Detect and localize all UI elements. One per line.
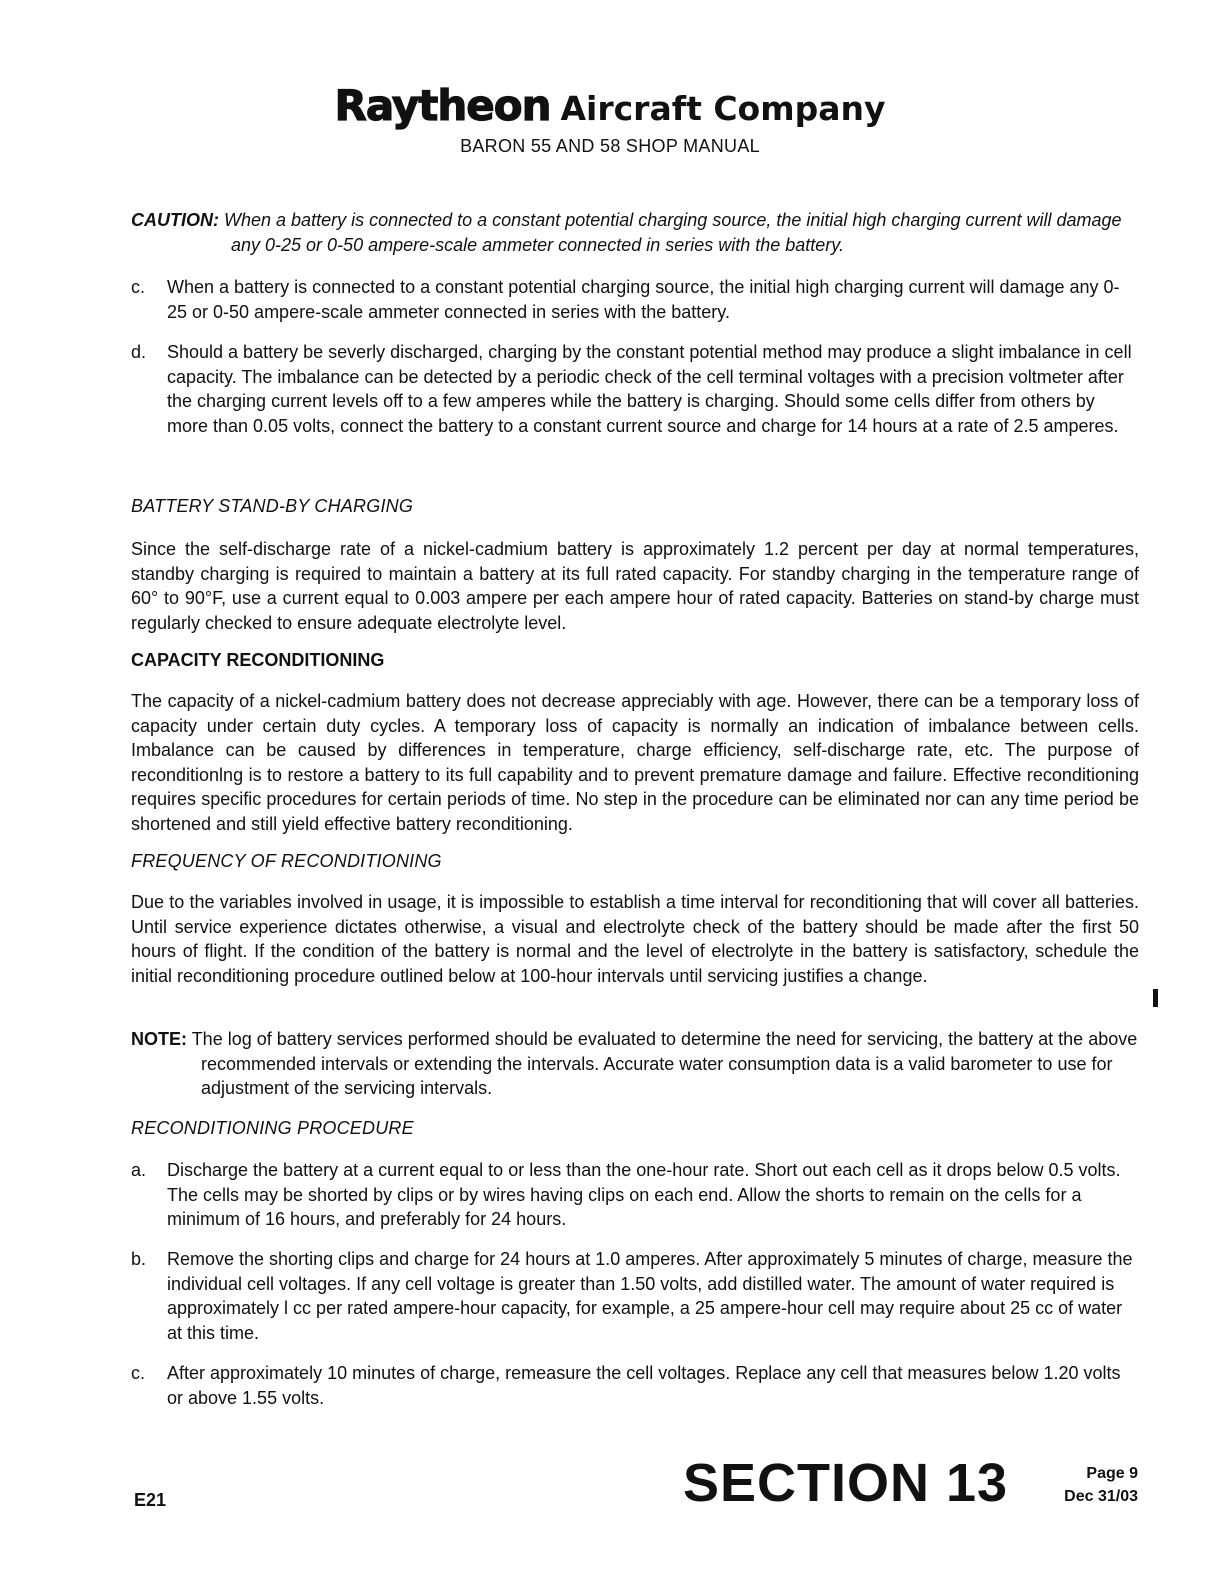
note-text: The log of battery services performed should be evaluated to determine the need for servicing, the battery at the above recommended intervals or extending the intervals. Accurate water consumption data is a valid barometer to use for adjustment of the servicing intervals. — [191, 1029, 1138, 1098]
list-item — [131, 1158, 1139, 1232]
list-text: After approximately 10 minutes of charge, remeasure the cell voltages. Replace any cell that measures below 1.20 volts or above 1.55 volts. — [167, 1363, 1121, 1408]
caution-text: When a battery is connected to a constant potential charging source, the initial high charging current will damage any 0-25 or 0-50 ampere-scale ammeter connected in series with the battery. — [224, 210, 1122, 255]
footer-date: Dec 31/03 — [1064, 1488, 1138, 1505]
manual-title: BARON 55 AND 58 SHOP MANUAL — [460, 136, 760, 156]
list-text: Remove the shorting clips and charge for 24 hours at 1.0 amperes. After approximately 5 minutes of charge, measure the individual cell voltages. If any cell voltage is greater than 1.50 volts, add distilled water. The amount of water required is approximately l cc per rated ampere-hour capacity, for example, a 25 ampere-hour cell may require about 25 cc of water at this time. — [167, 1249, 1133, 1343]
footer-section: SECTION 13 — [683, 1453, 1009, 1513]
list-text: When a battery is connected to a constant potential charging source, the initial high charging current will damage any 0-25 or 0-50 ampere-scale ammeter connected in series with the battery. — [167, 277, 1120, 322]
footer-code: E21 — [134, 1490, 167, 1510]
revision-bar — [1153, 989, 1158, 1007]
note-block — [131, 1027, 1139, 1101]
list-marker: c. — [131, 1363, 146, 1383]
list-marker: d. — [131, 342, 147, 362]
company-name: Aircraft Company — [560, 89, 886, 128]
section-heading-procedure: RECONDITIONING PROCEDURE — [131, 1118, 414, 1138]
list-text: Discharge the battery at a current equal to or less than the one-hour rate. Short out each cell as it drops below 0.5 volts. The cells may be shorted by clips or by wires having clips on each end. Allow the shorts to remain on the cells for a minimum of 16 hours, and preferably for 24 hours. — [167, 1160, 1121, 1229]
list-marker: a. — [131, 1160, 147, 1180]
footer-page-number: Page 9 — [1086, 1465, 1138, 1482]
frequency-paragraph: Due to the variables involved in usage, it is impossible to establish a time interval for reconditioning that will cover all batteries. Until service experience dictates otherwise, a visual and electrolyte check of the battery should be made after the first 50 hours of flight. If the condition of the battery is normal and the level of electrolyte in the battery is satisfactory, schedule the initial reconditioning procedure outlined below at 100-hour intervals until servicing justifies a change. — [131, 892, 1139, 986]
list-item — [131, 275, 1139, 324]
list-item — [131, 1361, 1139, 1410]
capacity-paragraph: The capacity of a nickel-cadmium battery does not decrease appreciably with age. However, there can be a temporary loss of capacity under certain duty cycles. A temporary loss of capacity is normally an indication of imbalance between cells. Imbalance can be caused by differences in temperature, charge efficiency, self-discharge rate, etc. The purpose of reconditionlng is to restore a battery to its full capability and to prevent premature damage and failure. Effective reconditioning requires specific procedures for certain periods of time. No step in the procedure can be eliminated nor can any time period be shortened and still yield effective battery reconditioning. — [131, 691, 1139, 834]
brand-name: Raytheon — [334, 81, 551, 130]
list-item — [131, 340, 1139, 438]
caution-block — [131, 208, 1139, 257]
list-marker: c. — [131, 277, 146, 297]
list-item — [131, 1247, 1139, 1345]
footer-page-info — [1030, 1462, 1138, 1508]
section-heading-capacity: CAPACITY RECONDITIONING — [131, 650, 385, 670]
caution-label: CAUTION: — [131, 210, 219, 230]
note-label: NOTE: — [131, 1029, 187, 1049]
section-heading-standby: BATTERY STAND-BY CHARGING — [131, 496, 414, 516]
company-logo — [0, 82, 1220, 133]
list-marker: b. — [131, 1249, 147, 1269]
list-text: Should a battery be severly discharged, charging by the constant potential method may produce a slight imbalance in cell capacity. The imbalance can be detected by a periodic check of the cell terminal voltages with a precision voltmeter after the charging current levels off to a few amperes while the battery is charging. Should some cells differ from others by more than 0.05 volts, connect the battery to a constant current source and charge for 14 hours at a rate of 2.5 amperes. — [167, 342, 1132, 436]
standby-paragraph: Since the self-discharge rate of a nickel-cadmium battery is approximately 1.2 percent per day at normal temperatures, standby charging is required to maintain a battery at its full rated capacity. For standby charging in the temperature range of 60° to 90°F, use a current equal to 0.003 ampere per each ampere hour of rated capacity. Batteries on stand-by charge must regularly checked to ensure adequate electrolyte level. — [131, 539, 1139, 633]
section-heading-frequency: FREQUENCY OF RECONDITIONING — [131, 851, 442, 871]
